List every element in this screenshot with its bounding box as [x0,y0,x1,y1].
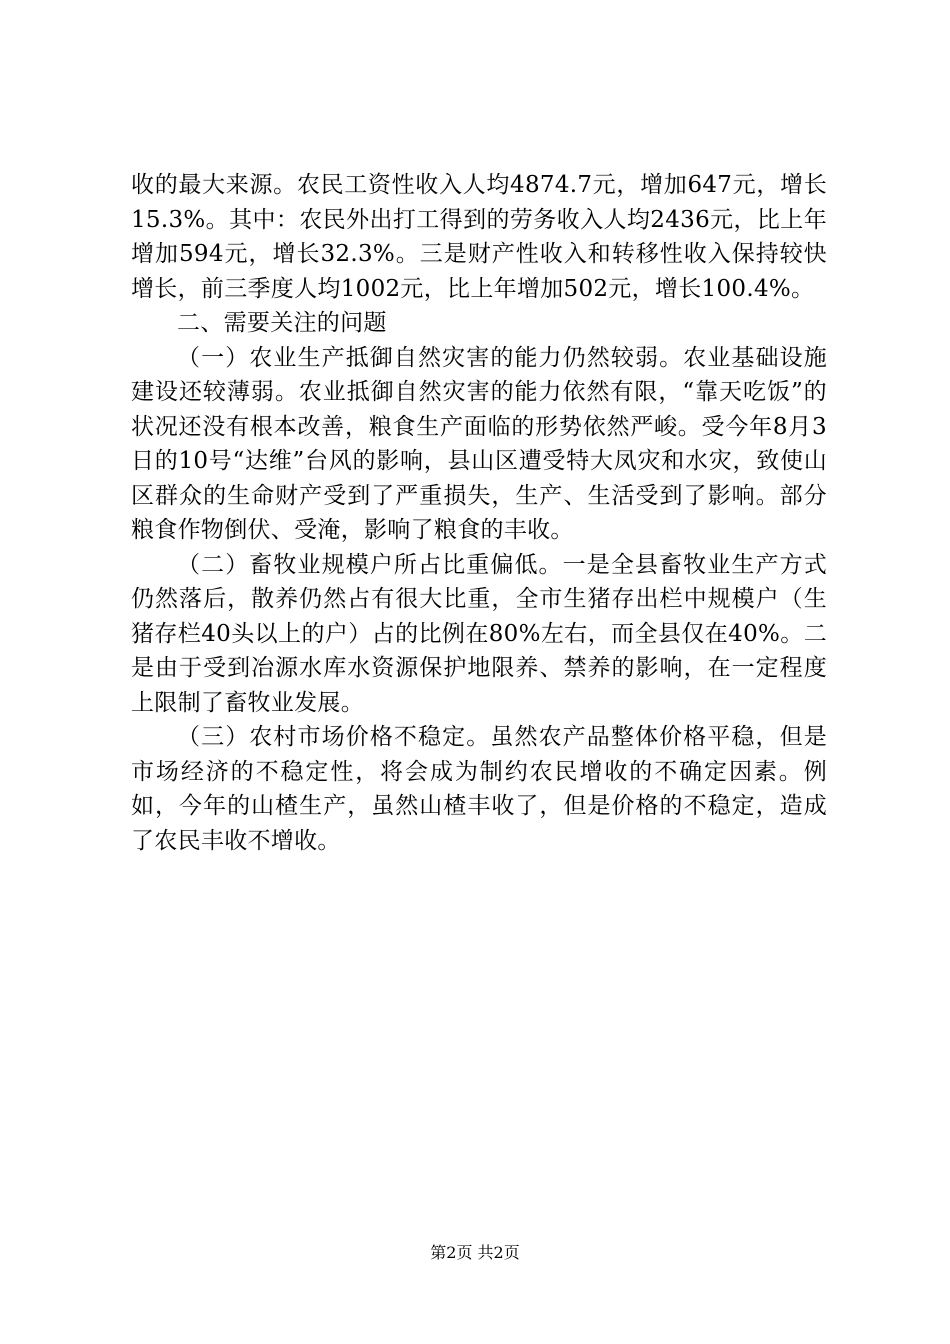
section-heading: 二、需要关注的问题 [177,310,387,336]
body-paragraph: 收的最大来源。农民工资性收入人均4874.7元，增加647元，增长15.3%。其中：农民外出打工得到的劳务收入人均2436元，比上年增加594元，增长32.3%。三是财产性收入和转移性收入保持较快增长，前三季度人均1002元，比上年增加502元，增长100.4%。 [131,172,827,302]
page-footer [0,1243,950,1263]
body-paragraph-issue-3: （三）农村市场价格不稳定。虽然农产品整体价格平稳，但是市场经济的不稳定性，将会成为制约农民增收的不确定因素。例如，今年的山楂生产，虽然山楂丰收了，但是价格的不稳定，造成了农民丰收不增收。 [131,724,827,854]
document-body [131,168,827,858]
body-paragraph-issue-2: （二）畜牧业规模户所占比重偏低。一是全县畜牧业生产方式仍然落后，散养仍然占有很大比重，全市生猪存出栏中规模户（生猪存栏40头以上的户）占的比例在80%左右，而全县仅在40%。二是由于受到冶源水库水资源保护地限养、禁养的影响，在一定程度上限制了畜牧业发展。 [131,551,827,716]
body-paragraph-issue-1: （一）农业生产抵御自然灾害的能力仍然较弱。农业基础设施建设还较薄弱。农业抵御自然灾害的能力依然有限，“靠天吃饭”的状况还没有根本改善，粮食生产面临的形势依然严峻。受今年8月3日的10号“达维”台风的影响，县山区遭受特大凤灾和水灾，致使山区群众的生命财产受到了严重损失，生产、生活受到了影响。部分粮食作物倒伏、受淹，影响了粮食的丰收。 [131,344,827,543]
page-number: 第2页 共2页 [430,1243,520,1262]
